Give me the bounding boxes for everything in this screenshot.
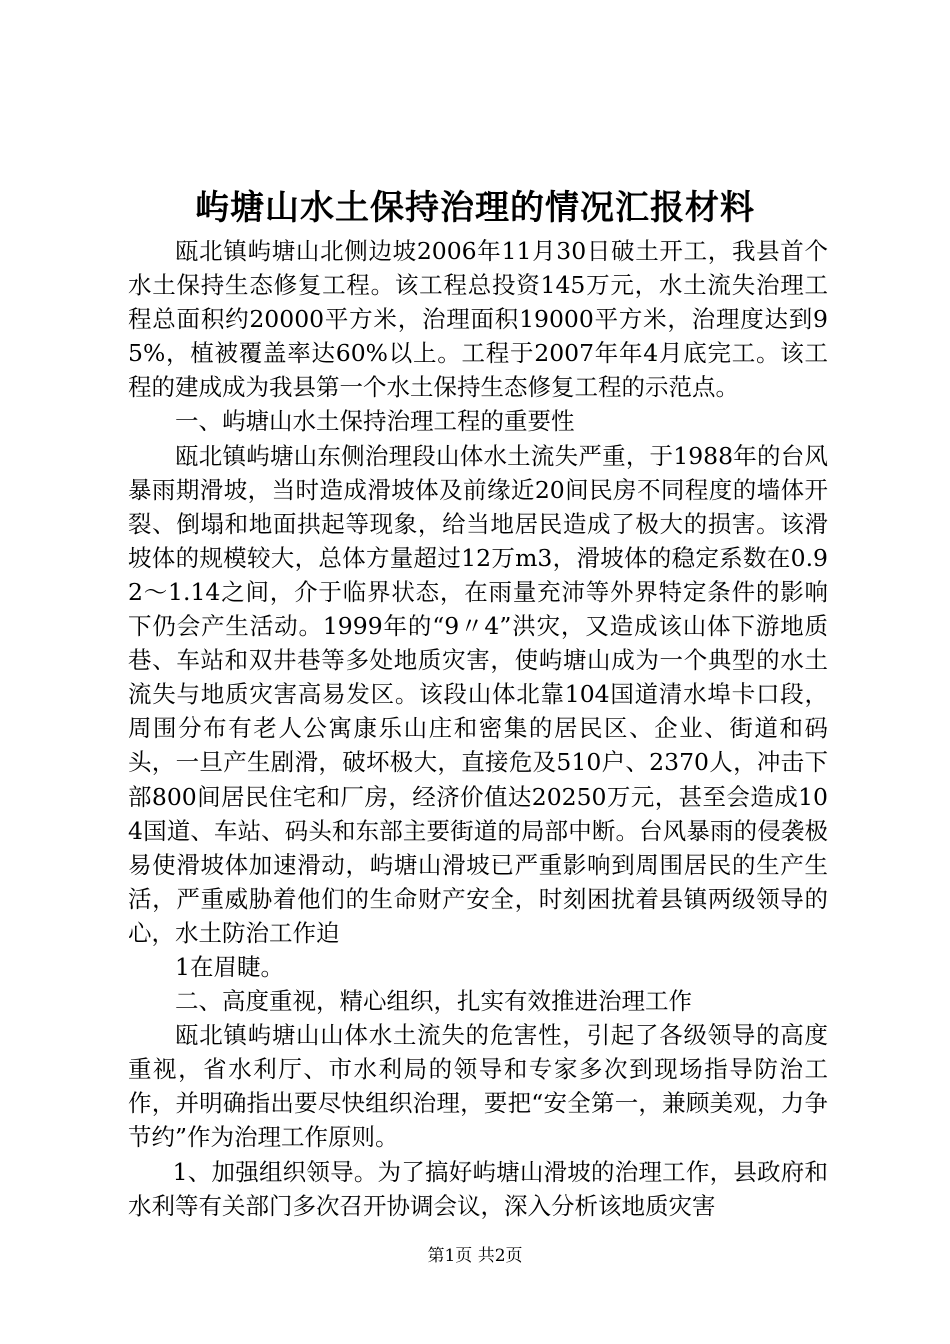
section-heading-2: 二、高度重视，精心组织，扎实有效推进治理工作 [175,987,692,1016]
paragraph-importance: 瓯北镇屿塘山东侧治理段山体水土流失严重，于1988年的台风暴雨期滑坡，当时造成滑坡体及前缘近20间民房不同程度的墙体开裂、倒塌和地面拱起等现象，给当地居民造成了极大的损害。该滑坡体的规模较大，总体方量超过12万m3，滑坡体的稳定系数在0.92～1.14之间，介于临界状态，在雨量充沛等外界特定条件的影响下仍会产生活动。1999年的“9〃4”洪灾，又造成该山体下游地质巷、车站和双井巷等多处地质灾害，使屿塘山成为一个典型的水土流失与地质灾害高易发区。该段山体北靠104国道清水埠卡口段，周围分布有老人公寓康乐山庄和密集的居民区、企业、街道和码头，一旦产生剧滑，破坏极大，直接危及510户、2370人，冲击下部800间居民住宅和厂房，经济价值达20250万元，甚至会造成104国道、车站、码头和东部主要街道的局部中断。台风暴雨的侵袭极易使滑坡体加速滑动，屿塘山滑坡已严重影响到周围居民的生产生活，严重威胁着他们的生命财产安全，时刻困扰着县镇两级领导的心，水土防治工作迫 [128,441,828,947]
paragraph-organization: 1、加强组织领导。为了搞好屿塘山滑坡的治理工作，县政府和水利等有关部门多次召开协调会议，深入分析该地质灾害 [128,1157,828,1220]
page-footer: 第1页 共2页 [427,1246,523,1266]
paragraph-attention: 瓯北镇屿塘山山体水土流失的危害性，引起了各级领导的高度重视，省水利厅、市水利局的领导和专家多次到现场指导防治工作，并明确指出要尽快组织治理，要把“安全第一，兼顾美观，力争节约”作为治理工作原则。 [128,1021,828,1152]
paragraph-continuation: 1在眉睫。 [175,952,284,981]
paragraph-intro: 瓯北镇屿塘山北侧边坡2006年11月30日破土开工，我县首个水土保持生态修复工程。该工程总投资145万元，水土流失治理工程总面积约20000平方米，治理面积19000平方米，治理度达到95%，植被覆盖率达60%以上。工程于2007年年4月底完工。该工程的建成成为我县第一个水土保持生态修复工程的示范点。 [128,237,828,402]
document-title: 屿塘山水土保持治理的情况汇报材料 [195,188,755,228]
document-body [128,234,828,1223]
section-heading-1: 一、屿塘山水土保持治理工程的重要性 [175,407,575,436]
